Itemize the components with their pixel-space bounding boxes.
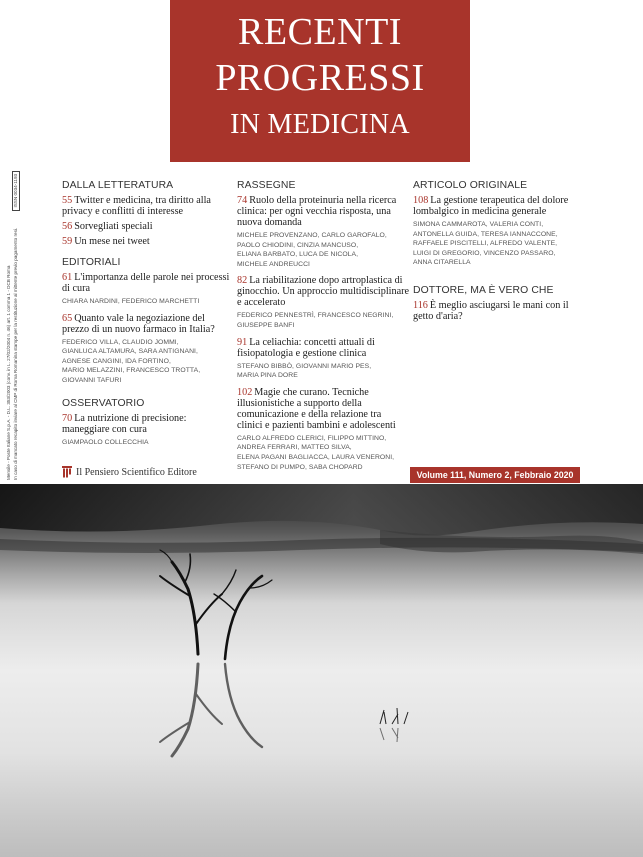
article-82[interactable] — [237, 275, 409, 308]
toc-column-2 — [237, 180, 409, 478]
article-authors: STEFANO BIBBÒ, GIOVANNI MARIO PES, MARIA PINA DORE — [237, 362, 372, 380]
section-heading-dottore-ma-e-vero-che: DOTTORE, MA È VERO CHE — [413, 284, 554, 296]
page-number: 91 — [237, 336, 248, 348]
article-108[interactable] — [413, 195, 588, 217]
section-heading-dalla-letteratura: DALLA LETTERATURA — [62, 180, 174, 191]
article-authors: GIAMPAOLO COLLECCHIA — [62, 438, 149, 446]
article-65[interactable] — [62, 313, 232, 335]
article-title: Twitter e medicina, tra diritto alla privacy e conflitti di interesse — [62, 195, 211, 217]
article-authors: MICHELE PROVENZANO, CARLO GAROFALO, PAOLO CHIODINI, CINZIA MANCUSO, ELIANA BARBATO, LUCA DE NICOLA, MICHELE ANDREUCCI — [237, 232, 387, 268]
spine-line-1: Mensile - Poste Italiane S.p.A. - D.L. 353/2003 (conv. in L. 27/02/2004 n. 46) art. 1 comma 1 - DCB Roma — [6, 265, 11, 480]
page-number: 116 — [413, 299, 428, 311]
article-title: Quanto vale la negoziazione del prezzo di un nuovo farmaco in Italia? — [62, 312, 215, 335]
masthead — [170, 0, 470, 162]
article-70[interactable] — [62, 413, 232, 435]
article-title: L'importanza delle parole nei processi di cura — [62, 272, 230, 294]
publisher-name: Il Pensiero Scientifico Editore — [76, 466, 197, 478]
article-title: La gestione terapeutica del dolore lombalgico in medicina generale — [413, 195, 569, 217]
page-number: 59 — [62, 236, 73, 247]
article-authors: CARLO ALFREDO CLERICI, FILIPPO MITTINO, ANDREA FERRARI, MATTEO SILVA, ELENA PAGANI BAGLIACCA, LAURA VENERONI, STEFANO DI PUMPO, SABA CHOPARD — [237, 434, 395, 471]
article-55[interactable] — [62, 195, 232, 217]
article-title: È meglio asciugarsi le mani con il getto d'aria? — [413, 299, 569, 322]
section-heading-articolo-originale: ARTICOLO ORIGINALE — [413, 180, 528, 191]
publisher-logo-icon — [62, 466, 72, 478]
page-number: 55 — [62, 195, 73, 206]
cover-photo-trees-in-water — [0, 484, 643, 857]
article-102[interactable] — [237, 387, 409, 431]
page-number: 102 — [237, 386, 253, 398]
article-91[interactable] — [237, 337, 409, 359]
page-number: 74 — [237, 195, 248, 206]
page-number: 82 — [237, 275, 248, 287]
section-heading-rassegne: RASSEGNE — [237, 180, 296, 191]
article-title: Sorvegliati speciali — [74, 221, 153, 232]
article-56[interactable] — [62, 221, 232, 232]
page-number: 65 — [62, 312, 73, 324]
article-authors: SIMONA CAMMAROTA, VALERIA CONTI, ANTONELLA GUIDA, TERESA IANNACCONE, RAFFAELE PISCITELLI, ALFREDO VALENTE, LUIGI DI GREGORIO, VINCENZO PASSARO, ANNA CITARELLA — [413, 221, 558, 267]
journal-title-line-2: PROGRESSI — [215, 57, 425, 99]
article-title: La nutrizione di precisione: maneggiare con cura — [62, 412, 187, 435]
spine-legal-text — [6, 50, 30, 480]
article-authors: FEDERICO PENNESTRÌ, FRANCESCO NEGRINI, GIUSEPPE BANFI — [237, 312, 394, 329]
page-number: 108 — [413, 195, 429, 206]
page-number: 61 — [62, 272, 73, 283]
volume-badge: Volume 111, Numero 2, Febbraio 2020 — [410, 467, 580, 483]
article-authors: FEDERICO VILLA, CLAUDIO JOMMI, GIANLUCA ALTAMURA, SARA ANTIGNANI, AGNESE CANGINI, IDA FORTINO, MARIO MELAZZINI, FRANCESCO TROTTA, GIOVANNI TAFURI — [62, 338, 201, 384]
journal-title-line-1: RECENTI — [238, 11, 402, 53]
article-74[interactable] — [237, 195, 409, 228]
page-number: 56 — [62, 221, 73, 232]
issn-box: ISSN 0034-1193 — [12, 171, 20, 211]
journal-title-line-3: IN MEDICINA — [230, 109, 410, 140]
publisher-credit — [62, 466, 197, 478]
article-title: Un mese nei tweet — [74, 236, 150, 247]
article-title: La celiachia: concetti attuali di fisiopatologia e gestione clinica — [237, 336, 375, 359]
page-number: 70 — [62, 412, 73, 424]
toc-column-1 — [62, 180, 232, 453]
article-59[interactable] — [62, 236, 232, 247]
spine-line-2: In caso di mancato recapito inviare al CMP di Roma Romanina stampe per la restituzione al mittente previo pagamento resi. — [13, 226, 18, 480]
article-title: Magie che curano. Tecniche illusionistiche a supporto della comunicazione e della relazione tra clinici e pazienti bambini e adolescenti — [237, 386, 396, 431]
article-61[interactable] — [62, 272, 232, 294]
article-title: La riabilitazione dopo artroplastica di ginocchio. Un approccio multidisciplinare e accelerato — [237, 275, 410, 309]
article-authors: CHIARA NARDINI, FEDERICO MARCHETTI — [62, 298, 200, 305]
section-heading-osservatorio: OSSERVATORIO — [62, 397, 145, 409]
toc-column-3 — [413, 180, 588, 326]
article-title: Ruolo della proteinuria nella ricerca clinica: per ogni vecchia risposta, una nuova domanda — [237, 195, 397, 228]
article-116[interactable] — [413, 300, 588, 322]
section-heading-editoriali: EDITORIALI — [62, 257, 121, 268]
